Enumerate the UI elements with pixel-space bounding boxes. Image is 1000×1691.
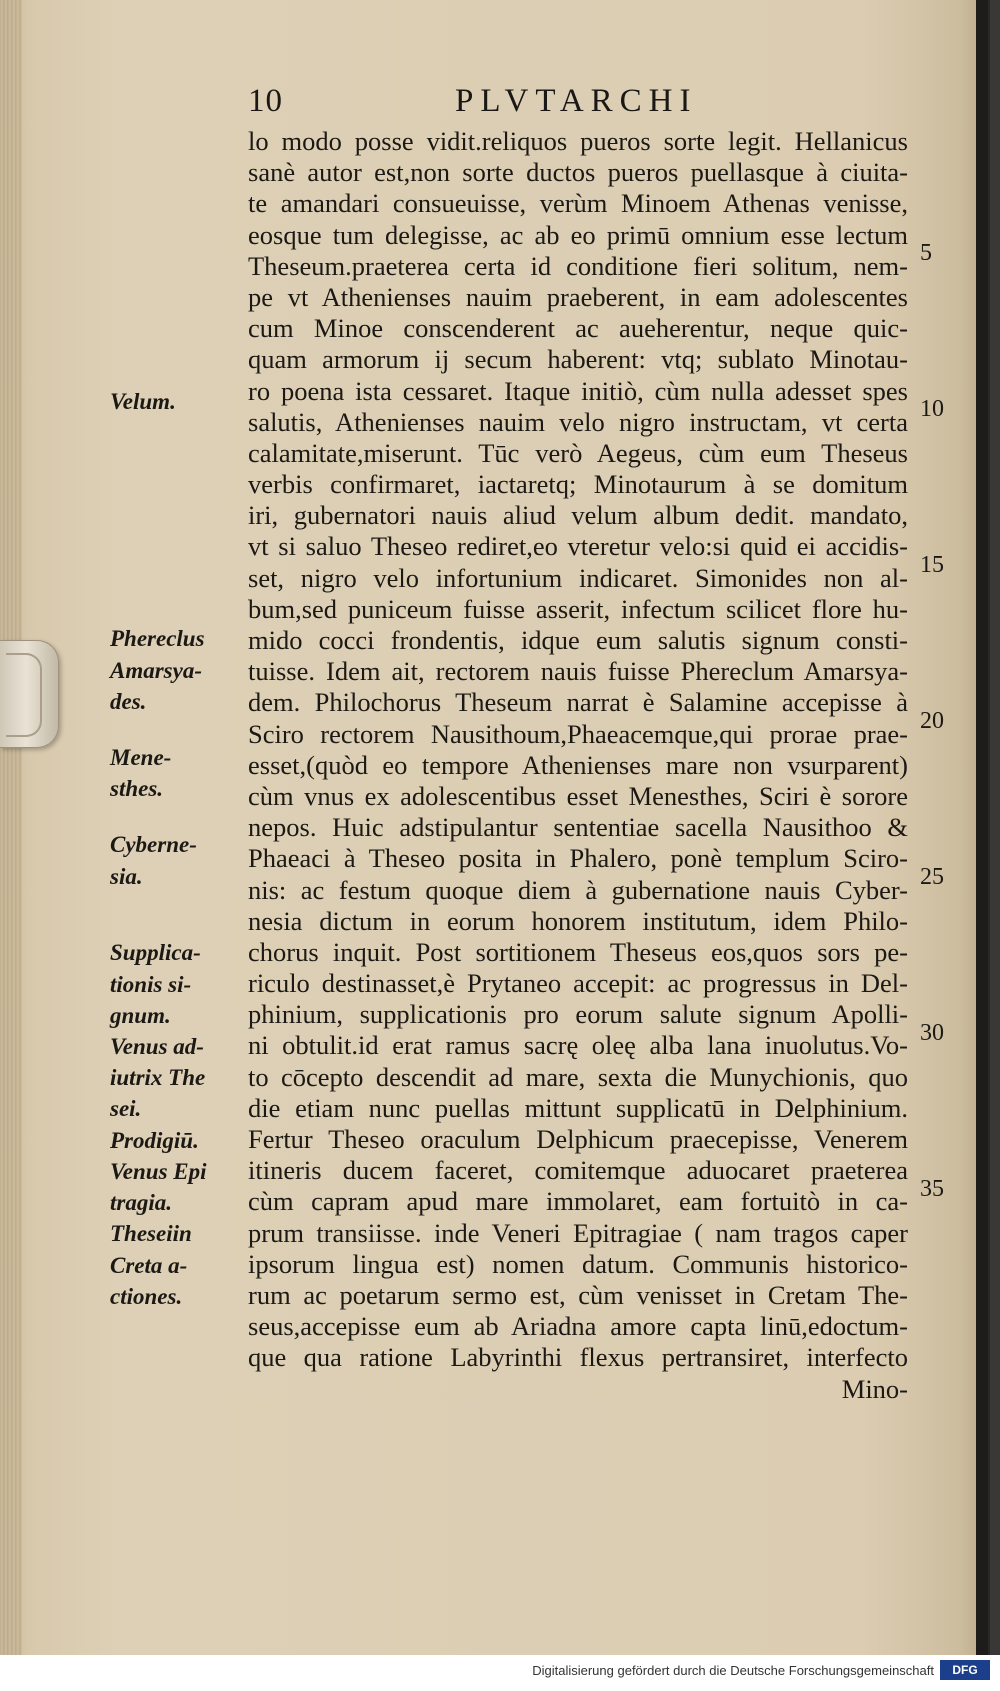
running-title: PLVTARCHI [455,83,698,119]
dfg-logo: DFG [940,1660,990,1680]
text-line: pe vt Athenienses nauim praeberent, in eam adolescentes [248,281,908,312]
text-line: ni obtulit.id erat ramus sacrę oleę alba lana inuolutus.Vo- [248,1030,908,1061]
body-text [248,126,908,1405]
marginal-note: sthes. [110,776,164,801]
marginal-note: Venus Epi [110,1159,207,1184]
marginal-note: Theseiin [110,1221,192,1246]
marginal-note: iutrix The [110,1065,206,1090]
marginal-note: Supplica- [110,940,201,965]
page-clip [0,640,59,748]
text-line: esset,(quòd eo tempore Athenienses mare non vsurparent) [248,749,908,780]
text-line: iri, gubernatori nauis aliud velum album dedit. mandato, [248,500,908,531]
marginal-note: Amarsya- [110,658,202,683]
text-line: nepos. Huic adstipulantur sententiae sacella Nausithoo & [248,812,908,843]
footer-bar [0,1655,1000,1691]
text-line: to cōcepto descendit ad mare, sexta die Munychionis, quo [248,1061,908,1092]
page-edges [0,0,22,1655]
text-line: salutis, Athenienses nauim velo nigro instructam, vt certa [248,406,908,437]
text-line: eosque tum delegisse, ac ab eo primū omnium esse lectum [248,219,908,250]
marginal-note: Velum. [110,389,176,414]
text-line: que qua ratione Labyrinthi flexus pertransiret, interfecto [248,1342,908,1373]
marginal-note: ctiones. [110,1284,183,1309]
text-line: te amandari consueuisse, verùm Minoem Athenas venisse, [248,188,908,219]
line-number: 20 [920,708,944,734]
marginal-note: Cyberne- [110,832,197,857]
text-line: chorus inquit. Post sortitionem Theseus eos,quos sors pe- [248,936,908,967]
page-number: 10 [248,83,283,119]
text-line: vt si saluo Theseo rediret,eo vteretur velo:si quid ei accidis- [248,531,908,562]
marginal-note: Phereclus [110,626,205,651]
text-line: cum Minoe conscenderent ac aueherentur, neque quic- [248,313,908,344]
text-line: ro poena ista cessaret. Itaque initiò, cùm nulla adesset spes [248,375,908,406]
line-number: 35 [920,1176,944,1202]
text-line: tuisse. Idem ait, rectorem nauis fuisse Phereclum Amarsya- [248,656,908,687]
marginal-note: des. [110,689,147,714]
text-line: sanè autor est,non sorte ductos pueros puellasque à ciuita- [248,157,908,188]
line-number: 5 [920,240,932,266]
book-spine [976,0,988,1655]
text-line: Fertur Theseo oraculum Delphicum praecepisse, Venerem [248,1124,908,1154]
text-line: riculo destinasset,è Prytaneo accepit: ac progressus in Del- [248,968,908,999]
footer-credit: Digitalisierung gefördert durch die Deutsche Forschungsgemeinschaft [532,1663,934,1678]
text-line: set, nigro velo infortunium indicaret. Simonides non al- [248,562,908,593]
text-line: rum ac poetarum sermo est, cùm venisset in Cretam The- [248,1279,908,1310]
text-line: itineris ducem faceret, comitemque aduocaret praeterea [248,1155,908,1186]
text-line: phinium, supplicationis pro eorum salute signum Apolli- [248,999,908,1030]
text-line: cùm vnus ex adolescentibus esset Menesthes, Sciri è sorore [248,780,908,811]
line-number: 30 [920,1020,944,1046]
text-line: Theseum.praeterea certa id conditione fieri solitum, nem- [248,250,908,281]
text-line: dem. Philochorus Theseum narrat è Salamine accepisse à [248,687,908,718]
text-line: cùm capram apud mare immolaret, eam fortuitò in ca- [248,1186,908,1217]
text-line: prum transiisse. inde Veneri Epitragiae ( nam tragos caper [248,1217,908,1248]
marginal-note: gnum. [110,1003,171,1028]
text-line: Phaeaci à Theseo posita in Phalero, ponè templum Sciro- [248,843,908,874]
marginal-note: sia. [110,864,143,889]
text-line: calamitate,miserunt. Tūc verò Aegeus, cùm eum Theseus [248,437,908,468]
text-line: ipsorum lingua est) nomen datum. Communis historico- [248,1248,908,1279]
text-line: nis: ac festum quoque diem à gubernatione nauis Cyber- [248,874,908,905]
text-line: die etiam nunc puellas mittunt supplicatū in Delphinium. [248,1092,908,1123]
line-number: 10 [920,396,944,422]
text-line: Mino- [841,1373,908,1404]
marginal-note: tionis si- [110,972,192,997]
text-line: Sciro rectorem Nausithoum,Phaeacemque,qui prorae prae- [248,718,908,749]
marginal-note: Mene- [110,745,172,770]
text-line: seus,accepisse eum ab Ariadna amore capta linū,edoctum- [248,1311,908,1342]
text-line: lo modo posse vidit.reliquos pueros sorte legit. Hellanicus [248,126,908,156]
line-number: 25 [920,864,944,890]
text-line: mido cocci frondentis, idque eum salutis signum consti- [248,625,908,655]
marginal-note: Venus ad- [110,1034,204,1059]
text-line: bum,sed puniceum fuisse asserit, infectum scilicet flore hu- [248,593,908,624]
line-number: 15 [920,552,944,578]
text-line: verbis confirmaret, iactaretq; Minotaurum à se domitum [248,469,908,500]
text-line: quam armorum ij secum haberent: vtq; sublato Minotau- [248,344,908,375]
text-line: nesia dictum in eorum honorem institutum, idem Philo- [248,905,908,936]
marginal-note: tragia. [110,1190,172,1215]
marginal-note: sei. [110,1096,142,1121]
marginal-note: Prodigiū. [110,1128,199,1153]
marginal-note: Creta a- [110,1253,188,1278]
